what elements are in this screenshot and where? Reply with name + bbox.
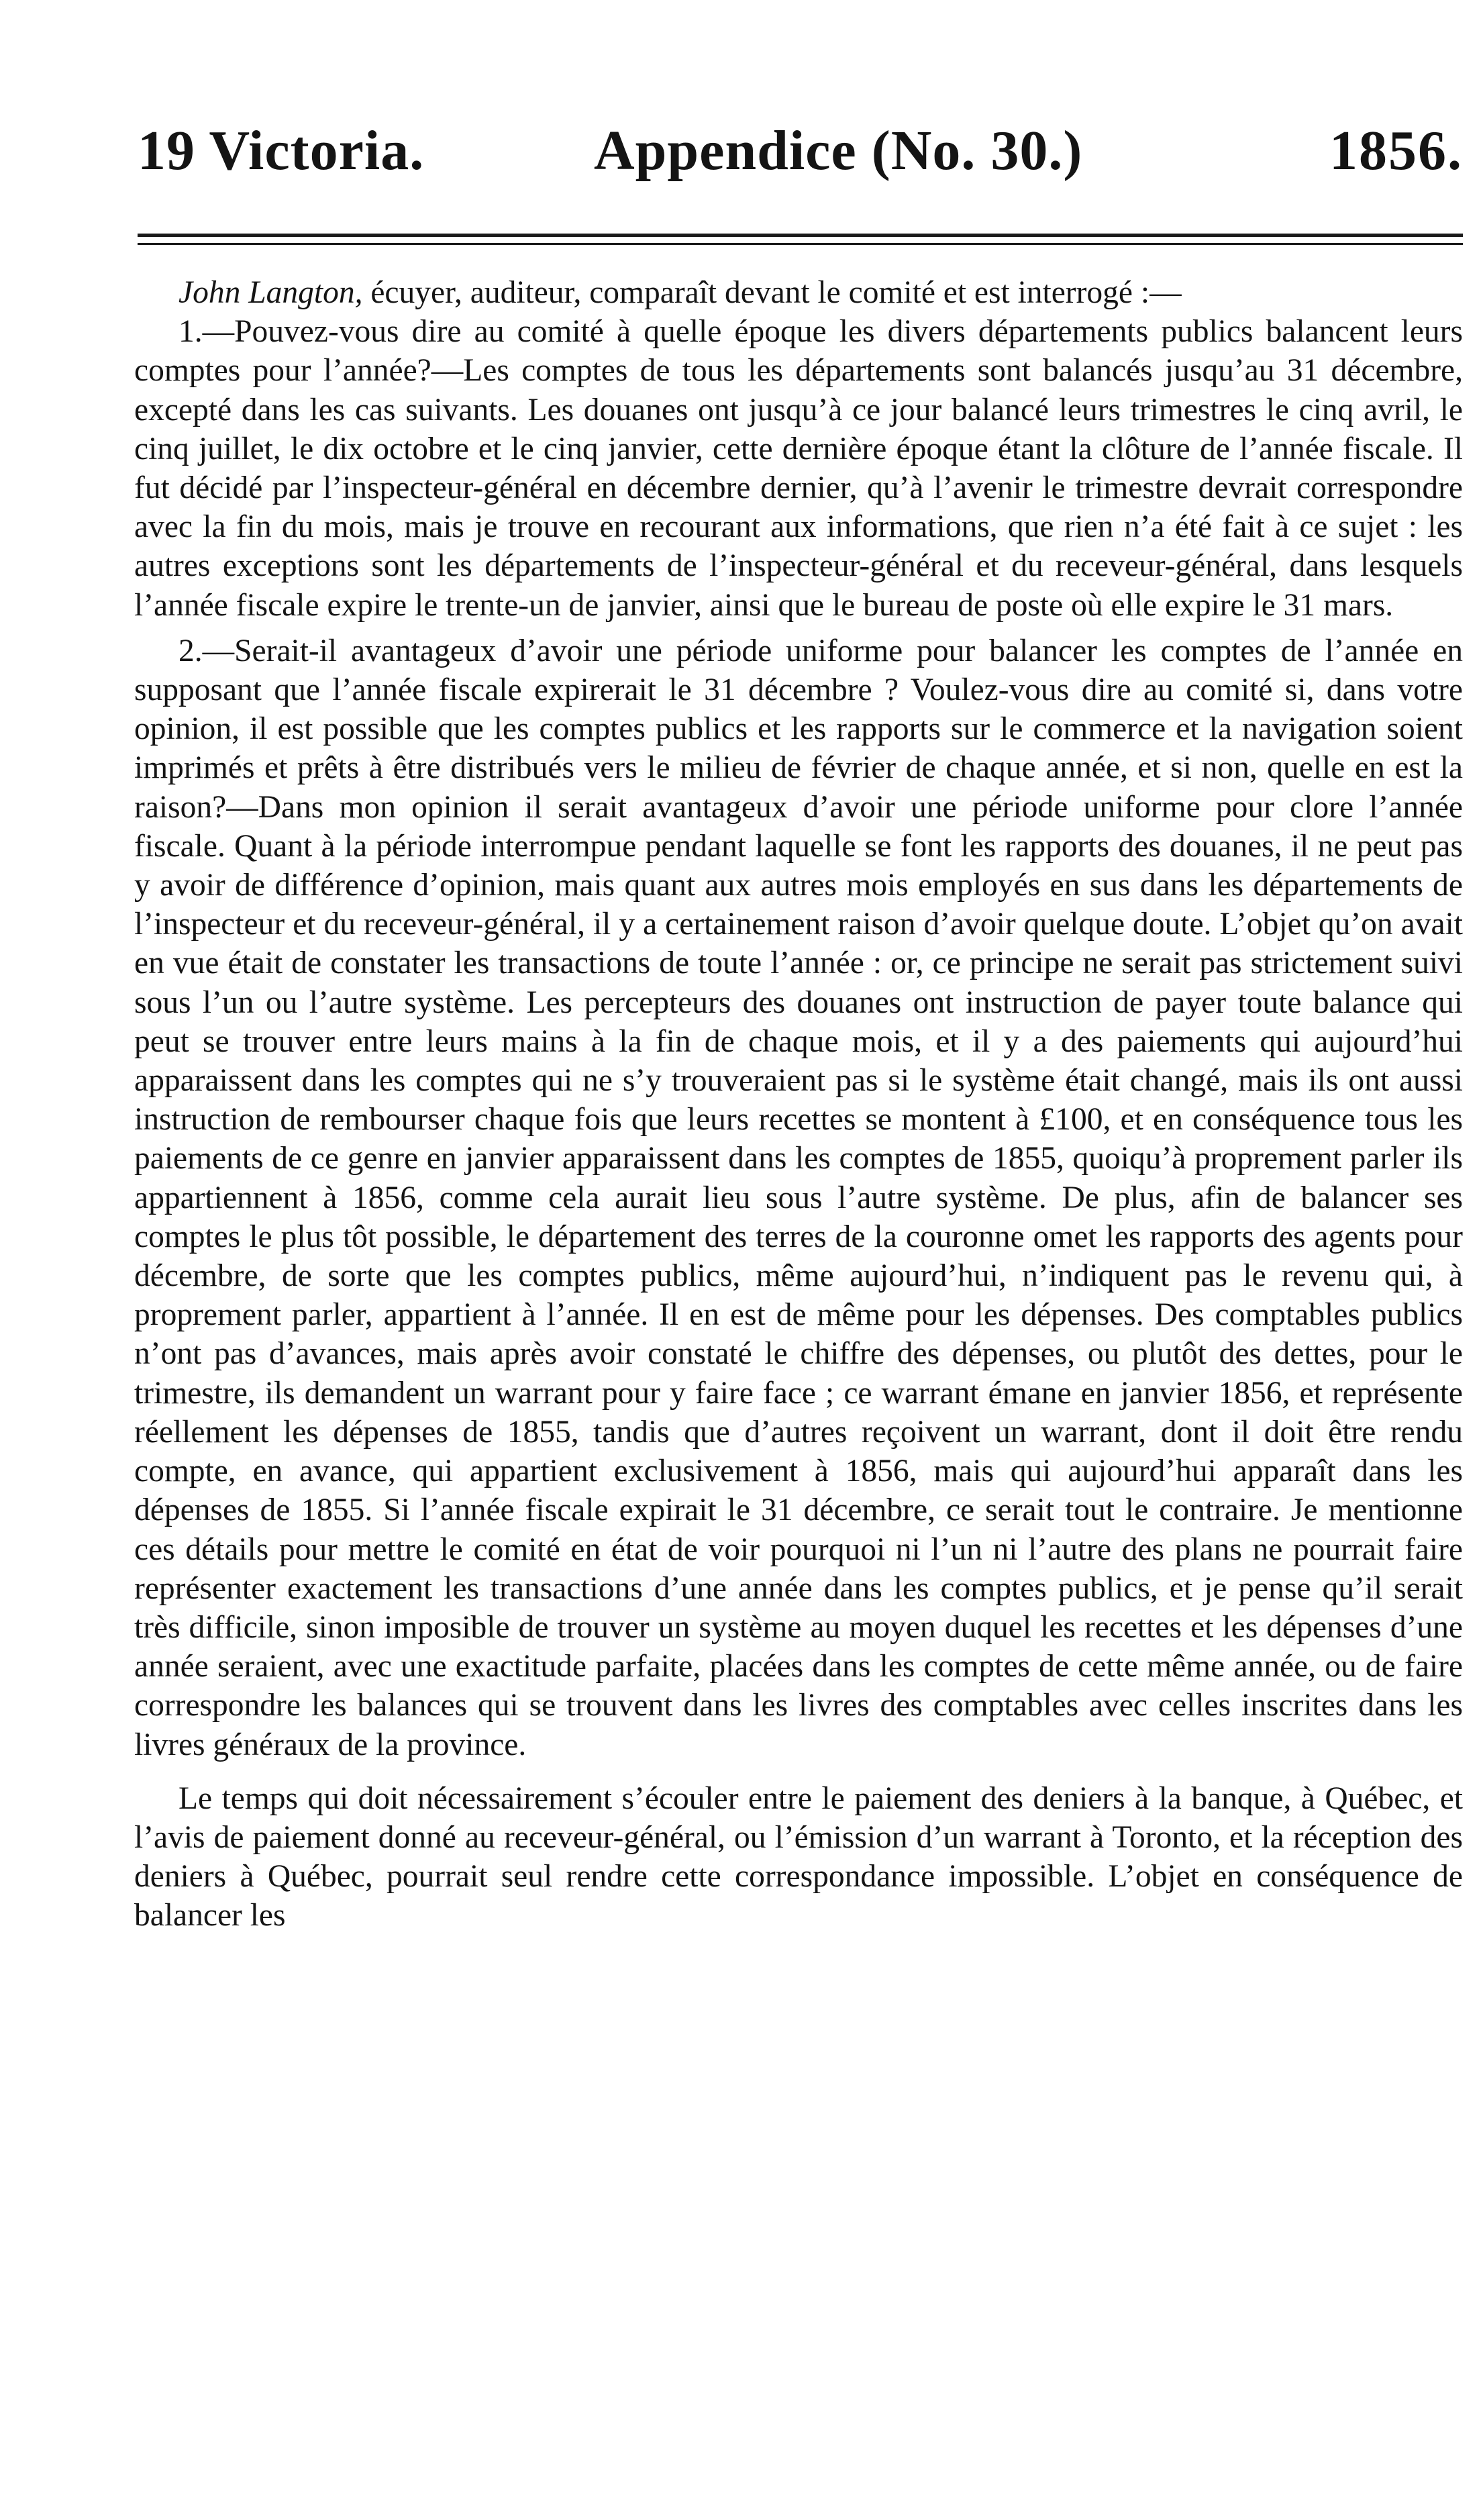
header-year: 1856. xyxy=(1329,119,1463,182)
header-rule-thick xyxy=(138,234,1463,237)
intro-paragraph xyxy=(134,273,1463,312)
closing-paragraph: Le temps qui doit nécessairement s’écouler entre le paiement des deniers à la banque, à Québec, et l’avis de paiement donné au receveur-général, ou l’émission d’un warrant à Toronto, et la réception des deniers à Québec, pourrait seul rendre cette correspondance impossible. L’objet en conséquence de balancer les xyxy=(134,1780,1463,1933)
intro-text: écuyer, auditeur, comparaît devant le comité et est interrogé :— xyxy=(362,275,1182,310)
header-session: 19 Victoria. xyxy=(138,119,425,182)
question-2-paragraph: 2.—Serait-il avantageux d’avoir une période uniforme pour balancer les comptes de l’année en supposant que l’année fiscale expirerait le 31 décembre ? Voulez-vous dire au comité si, dans votre opinion, il est possible que les comptes publics et les rapports sur le commerce et la navigation soient imprimés et prêts à être distribués vers le milieu de février de chaque année, et si non, quelle en est la raison?—Dans mon opinion il serait avantageux d’avoir une période uniforme pour clore l’année fiscale. Quant à la période interrompue pendant laquelle se font les rapports des douanes, il ne peut pas y avoir de différence d’opinion, mais quant aux autres mois employés en sus dans les départements de l’inspecteur et du receveur-général, il y a certainement raison d’avoir quelque doute. L’objet qu’on avait en vue était de constater les transactions de toute l’année : or, ce principe ne serait pas strictement suivi sous l’un ou l’autre système. Les percepteurs des douanes ont instruction de payer toute balance qui peut se trouver entre leurs mains à la fin de chaque mois, et il y a des paiements qui aujourd’hui apparaissent dans les comptes qui ne s’y trouveraient pas si le système était changé, mais ils ont aussi instruction de rembourser chaque fois que leurs recettes se montent à £100, et en conséquence tous les paiements de ce genre en janvier apparaissent dans les comptes de 1855, quoiqu’à proprement parler ils appartiennent à 1856, comme cela aurait lieu sous l’autre système. De plus, afin de balancer ses comptes le plus tôt possible, le département des terres de la couronne omet les rapports des agents pour décembre, de sorte que les comptes publics, même aujourd’hui, n’indiquent pas le revenu qui, à proprement parler, appartient à l’année. Il en est de même pour les dépenses. Des comptables publics n’ont pas d’avances, mais après avoir constaté le chiffre des dépenses, ou plutôt des dettes, pour le trimestre, ils demandent un warrant pour y faire face ; ce warrant émane en janvier 1856, et représente réellement les dépenses de 1855, tandis que d’autres reçoivent un warrant, dont il doit être rendu compte, en avance, qui appartient exclusivement à 1856, mais qui aujourd’hui apparaît dans les dépenses de 1855. Si l’année fiscale expirait le 31 décembre, ce serait tout le contraire. Je mentionne ces détails pour mettre le comité en état de voir pourquoi ni l’un ni l’autre des plans ne pourrait faire représenter exactement les transactions d’une année dans les comptes publics, et je pense qu’il serait très difficile, sinon imposible de trouver un système au moyen duquel les recettes et les dépenses d’une année seraient, avec une exactitude parfaite, placées dans les comptes de cette même année, ou de faire correspondre les balances qui se trouvent dans les livres des comptables avec celles inscrites dans les livres généraux de la province. xyxy=(134,633,1463,1762)
header-rule-thin xyxy=(138,243,1463,245)
header-appendix: Appendice (No. 30.) xyxy=(594,119,1083,182)
page-header xyxy=(138,114,1463,188)
body-text xyxy=(134,273,1463,1935)
witness-name: John Langton, xyxy=(178,275,363,310)
question-1-paragraph: 1.—Pouvez-vous dire au comité à quelle époque les divers départements publics balancent leurs comptes pour l’année?—Les comptes de tous les départements sont balancés jusqu’au 31 décembre, excepté dans les cas suivants. Les douanes ont jusqu’à ce jour balancé leurs trimestres le cinq avril, le cinq juillet, le dix octobre et le cinq janvier, cette dernière époque étant la clôture de l’année fiscale. Il fut décidé par l’inspecteur-général en décembre dernier, qu’à l’avenir le trimestre devrait correspondre avec la fin du mois, mais je trouve en recourant aux informations, que rien n’a été fait à ce sujet : les autres exceptions sont les départements de l’inspecteur-général et du receveur-général, dans lesquels l’année fiscale expire le trente-un de janvier, ainsi que le bureau de poste où elle expire le 31 mars. xyxy=(134,314,1463,623)
